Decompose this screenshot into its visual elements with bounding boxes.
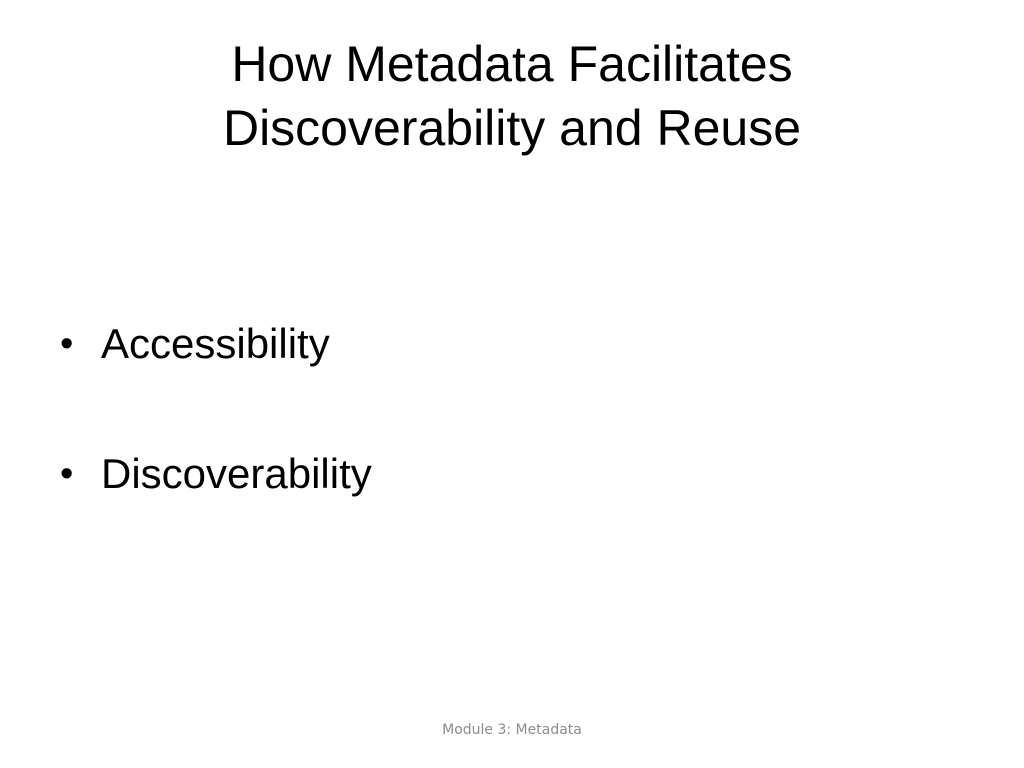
bullet-list	[60, 316, 372, 576]
slide-title-line-2: Discoverability and Reuse	[222, 100, 802, 156]
bullet-text: Accessibility	[101, 320, 330, 367]
bullet-text: Discoverability	[101, 450, 372, 497]
bullet-marker: •	[60, 323, 74, 365]
slide-title-line-1: How Metadata Facilitates	[231, 36, 793, 92]
slide-title	[0, 32, 1024, 160]
bullet-item-accessibility	[60, 316, 372, 372]
bullet-item-discoverability	[60, 446, 372, 502]
bullet-marker: •	[60, 453, 74, 495]
slide-footer: Module 3: Metadata	[442, 722, 582, 738]
